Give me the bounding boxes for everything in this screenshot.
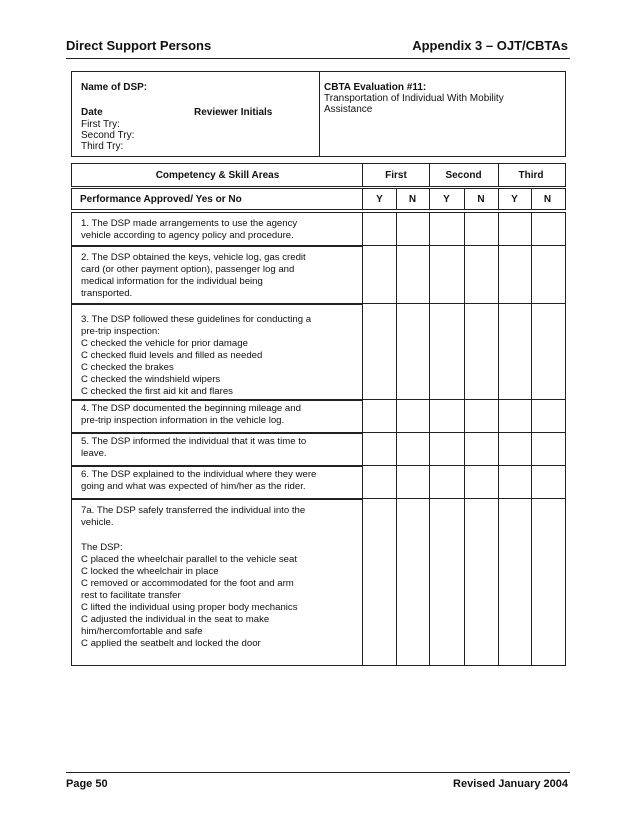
item-7a-line-11: him/hercomfortable and safe	[81, 626, 203, 637]
info-divider	[319, 72, 320, 156]
item-6-line-2: going and what was expected of him/her as the rider.	[81, 481, 306, 492]
competency-header-row	[71, 163, 566, 187]
item-5-line-2: leave.	[81, 448, 107, 459]
col-divider	[396, 213, 397, 665]
item-7a-line-6: C locked the wheelchair in place	[81, 566, 219, 577]
col-divider	[429, 213, 430, 665]
grid-row-line	[72, 432, 565, 433]
footer-rule	[66, 772, 570, 773]
col-divider	[498, 213, 499, 665]
item-3-line-4: C checked fluid levels and filled as needed	[81, 350, 263, 361]
item-7a-line-1: 7a. The DSP safely transferred the individual into the	[81, 505, 306, 516]
item-6-line-1: 6. The DSP explained to the individual where they were	[81, 469, 317, 480]
item-2-line-2: card (or other payment option), passenger log and	[81, 264, 295, 275]
yn-first-n: N	[408, 193, 417, 205]
revision-date: Revised January 2004	[453, 778, 568, 790]
grid-row-line	[72, 303, 565, 304]
header-rule	[66, 58, 570, 59]
yn-first-y: Y	[376, 193, 383, 205]
grid-row-line	[72, 399, 565, 400]
info-box	[71, 71, 566, 157]
name-of-dsp-label: Name of DSP:	[81, 82, 148, 93]
third-header: Third	[518, 169, 544, 181]
yn-second-n: N	[477, 193, 485, 205]
item-3-line-1: 3. The DSP followed these guidelines for conducting a	[81, 314, 312, 325]
items-table	[71, 212, 566, 666]
page-number: Page 50	[66, 778, 108, 790]
item-1-line-2: vehicle according to agency policy and procedure.	[81, 230, 294, 241]
item-7a-line-2: vehicle.	[81, 517, 114, 528]
item-3-line-6: C checked the windshield wipers	[81, 374, 221, 385]
item-7a-line-8: rest to facilitate transfer	[81, 590, 181, 601]
item-3-line-7: C checked the first aid kit and flares	[81, 386, 233, 397]
item-7a-line-10: C adjusted the individual in the seat to make	[81, 614, 270, 625]
second-try-label: Second Try:	[81, 130, 135, 141]
item-1-line-1: 1. The DSP made arrangements to use the agency	[81, 218, 298, 229]
performance-row	[71, 188, 566, 210]
competency-header: Competency & Skill Areas	[155, 169, 280, 181]
yn-third-n: N	[543, 193, 552, 205]
cbta-title: CBTA Evaluation #11:	[324, 82, 427, 93]
date-label: Date	[81, 107, 103, 118]
first-try-label: First Try:	[81, 119, 120, 130]
col-divider	[362, 213, 363, 665]
item-4-line-2: pre-trip inspection information in the vehicle log.	[81, 415, 285, 426]
item-7a-line-9: C lifted the individual using proper body mechanics	[81, 602, 298, 613]
cbta-subtitle-line-1: Transportation of Individual With Mobility	[324, 93, 504, 104]
item-2-line-1: 2. The DSP obtained the keys, vehicle log, gas credit	[81, 252, 306, 263]
second-header: Second	[445, 169, 482, 181]
yn-third-y: Y	[511, 193, 518, 205]
item-3-line-3: C checked the vehicle for prior damage	[81, 338, 248, 349]
col-divider	[464, 213, 465, 665]
item-3-line-5: C checked the brakes	[81, 362, 174, 373]
item-7a-line-12: C applied the seatbelt and locked the door	[81, 638, 261, 649]
performance-label: Performance Approved/ Yes or No	[80, 193, 242, 205]
grid-row-line	[72, 245, 565, 246]
yn-second-y: Y	[443, 193, 450, 205]
item-7a-line-5: C placed the wheelchair parallel to the vehicle seat	[81, 554, 297, 565]
header-title: Direct Support Persons	[66, 38, 212, 53]
item-4-line-1: 4. The DSP documented the beginning mileage and	[81, 403, 301, 414]
grid-row-line	[72, 498, 565, 499]
col-divider	[531, 213, 532, 665]
cbta-subtitle-line-2: Assistance	[324, 104, 373, 115]
item-2-line-3: medical information for the individual being	[81, 276, 263, 287]
item-5-line-1: 5. The DSP informed the individual that it was time to	[81, 436, 307, 447]
header-appendix: Appendix 3 – OJT/CBTAs	[412, 38, 568, 53]
item-2-line-4: transported.	[81, 288, 133, 299]
third-try-label: Third Try:	[81, 141, 124, 152]
first-header: First	[385, 169, 407, 181]
item-3-line-2: pre-trip inspection:	[81, 326, 160, 337]
item-7a-line-7: C removed or accommodated for the foot and arm	[81, 578, 294, 589]
reviewer-initials-label: Reviewer Initials	[194, 107, 273, 118]
grid-row-line	[72, 465, 565, 466]
item-7a-line-4: The DSP:	[81, 542, 123, 553]
